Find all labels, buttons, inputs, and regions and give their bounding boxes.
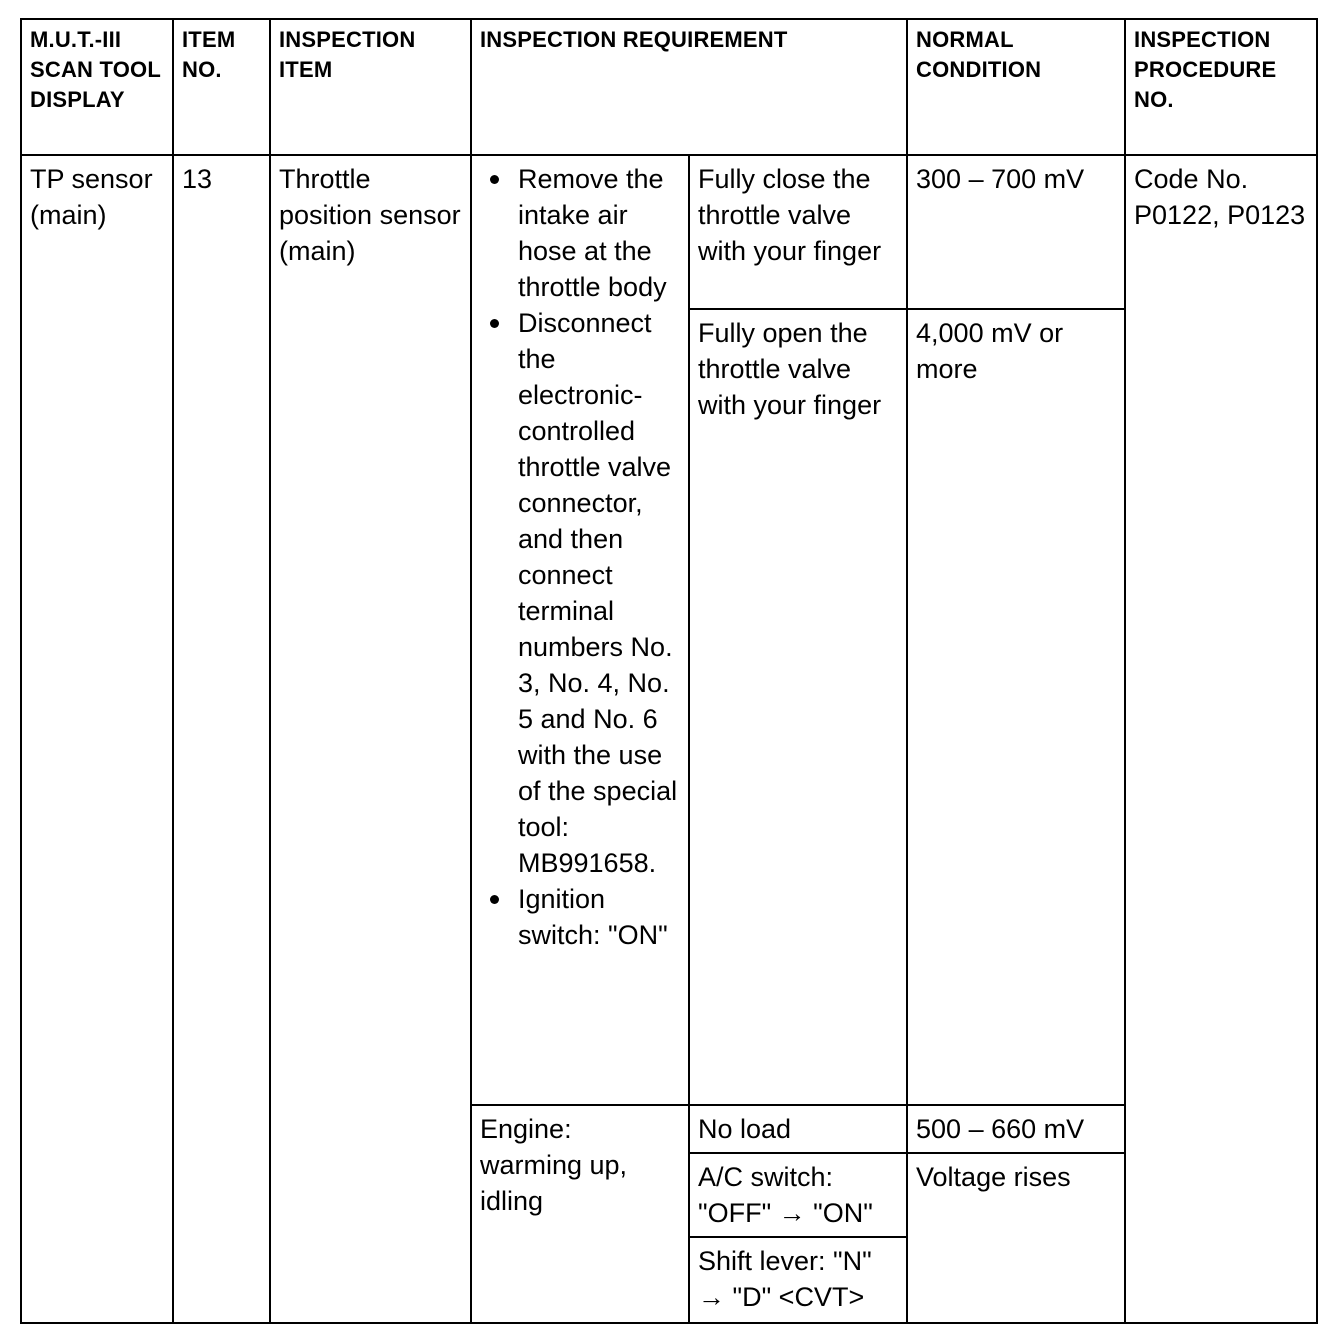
list-item: Ignition switch: "ON" (480, 881, 680, 953)
cell-preconditions (471, 155, 689, 1105)
header-normal-condition: NORMAL CONDITION (907, 19, 1125, 155)
cell-item-no: 13 (173, 155, 270, 1323)
cell-procedure-no: Code No. P0122, P0123 (1125, 155, 1317, 1323)
cell-fully-close-requirement: Fully close the throttle valve with your finger (689, 155, 907, 309)
header-scan-tool-display: M.U.T.-III SCAN TOOL DISPLAY (21, 19, 173, 155)
cell-inspection-item: Throttle position sensor (main) (270, 155, 471, 1323)
table-row (21, 155, 1317, 309)
cell-fully-open-condition: 4,000 mV or more (907, 309, 1125, 1105)
header-inspection-procedure-no: INSPECTION PROCEDURE NO. (1125, 19, 1317, 155)
header-row (21, 19, 1317, 155)
header-item-no: ITEM NO. (173, 19, 270, 155)
precondition-list (480, 161, 680, 953)
list-item: Remove the intake air hose at the throttle body (480, 161, 680, 305)
cell-voltage-rises: Voltage rises (907, 1153, 1125, 1323)
cell-scan-tool-display: TP sensor (main) (21, 155, 173, 1323)
cell-shift-lever-requirement: Shift lever: "N" → "D" <CVT> (689, 1237, 907, 1323)
inspection-table (20, 18, 1318, 1324)
cell-engine-condition: Engine: warming up, idling (471, 1105, 689, 1323)
cell-no-load-requirement: No load (689, 1105, 907, 1153)
list-item: Disconnect the electronic-controlled throttle valve connector, and then connect terminal numbers No. 3, No. 4, No. 5 and No. 6 with the use of the special tool: MB991658. (480, 305, 680, 881)
cell-ac-switch-requirement: A/C switch: "OFF" → "ON" (689, 1153, 907, 1237)
cell-no-load-condition: 500 – 660 mV (907, 1105, 1125, 1153)
cell-fully-open-requirement: Fully open the throttle valve with your finger (689, 309, 907, 1105)
cell-fully-close-condition: 300 – 700 mV (907, 155, 1125, 309)
header-inspection-item: INSPECTION ITEM (270, 19, 471, 155)
header-inspection-requirement: INSPECTION REQUIREMENT (471, 19, 907, 155)
